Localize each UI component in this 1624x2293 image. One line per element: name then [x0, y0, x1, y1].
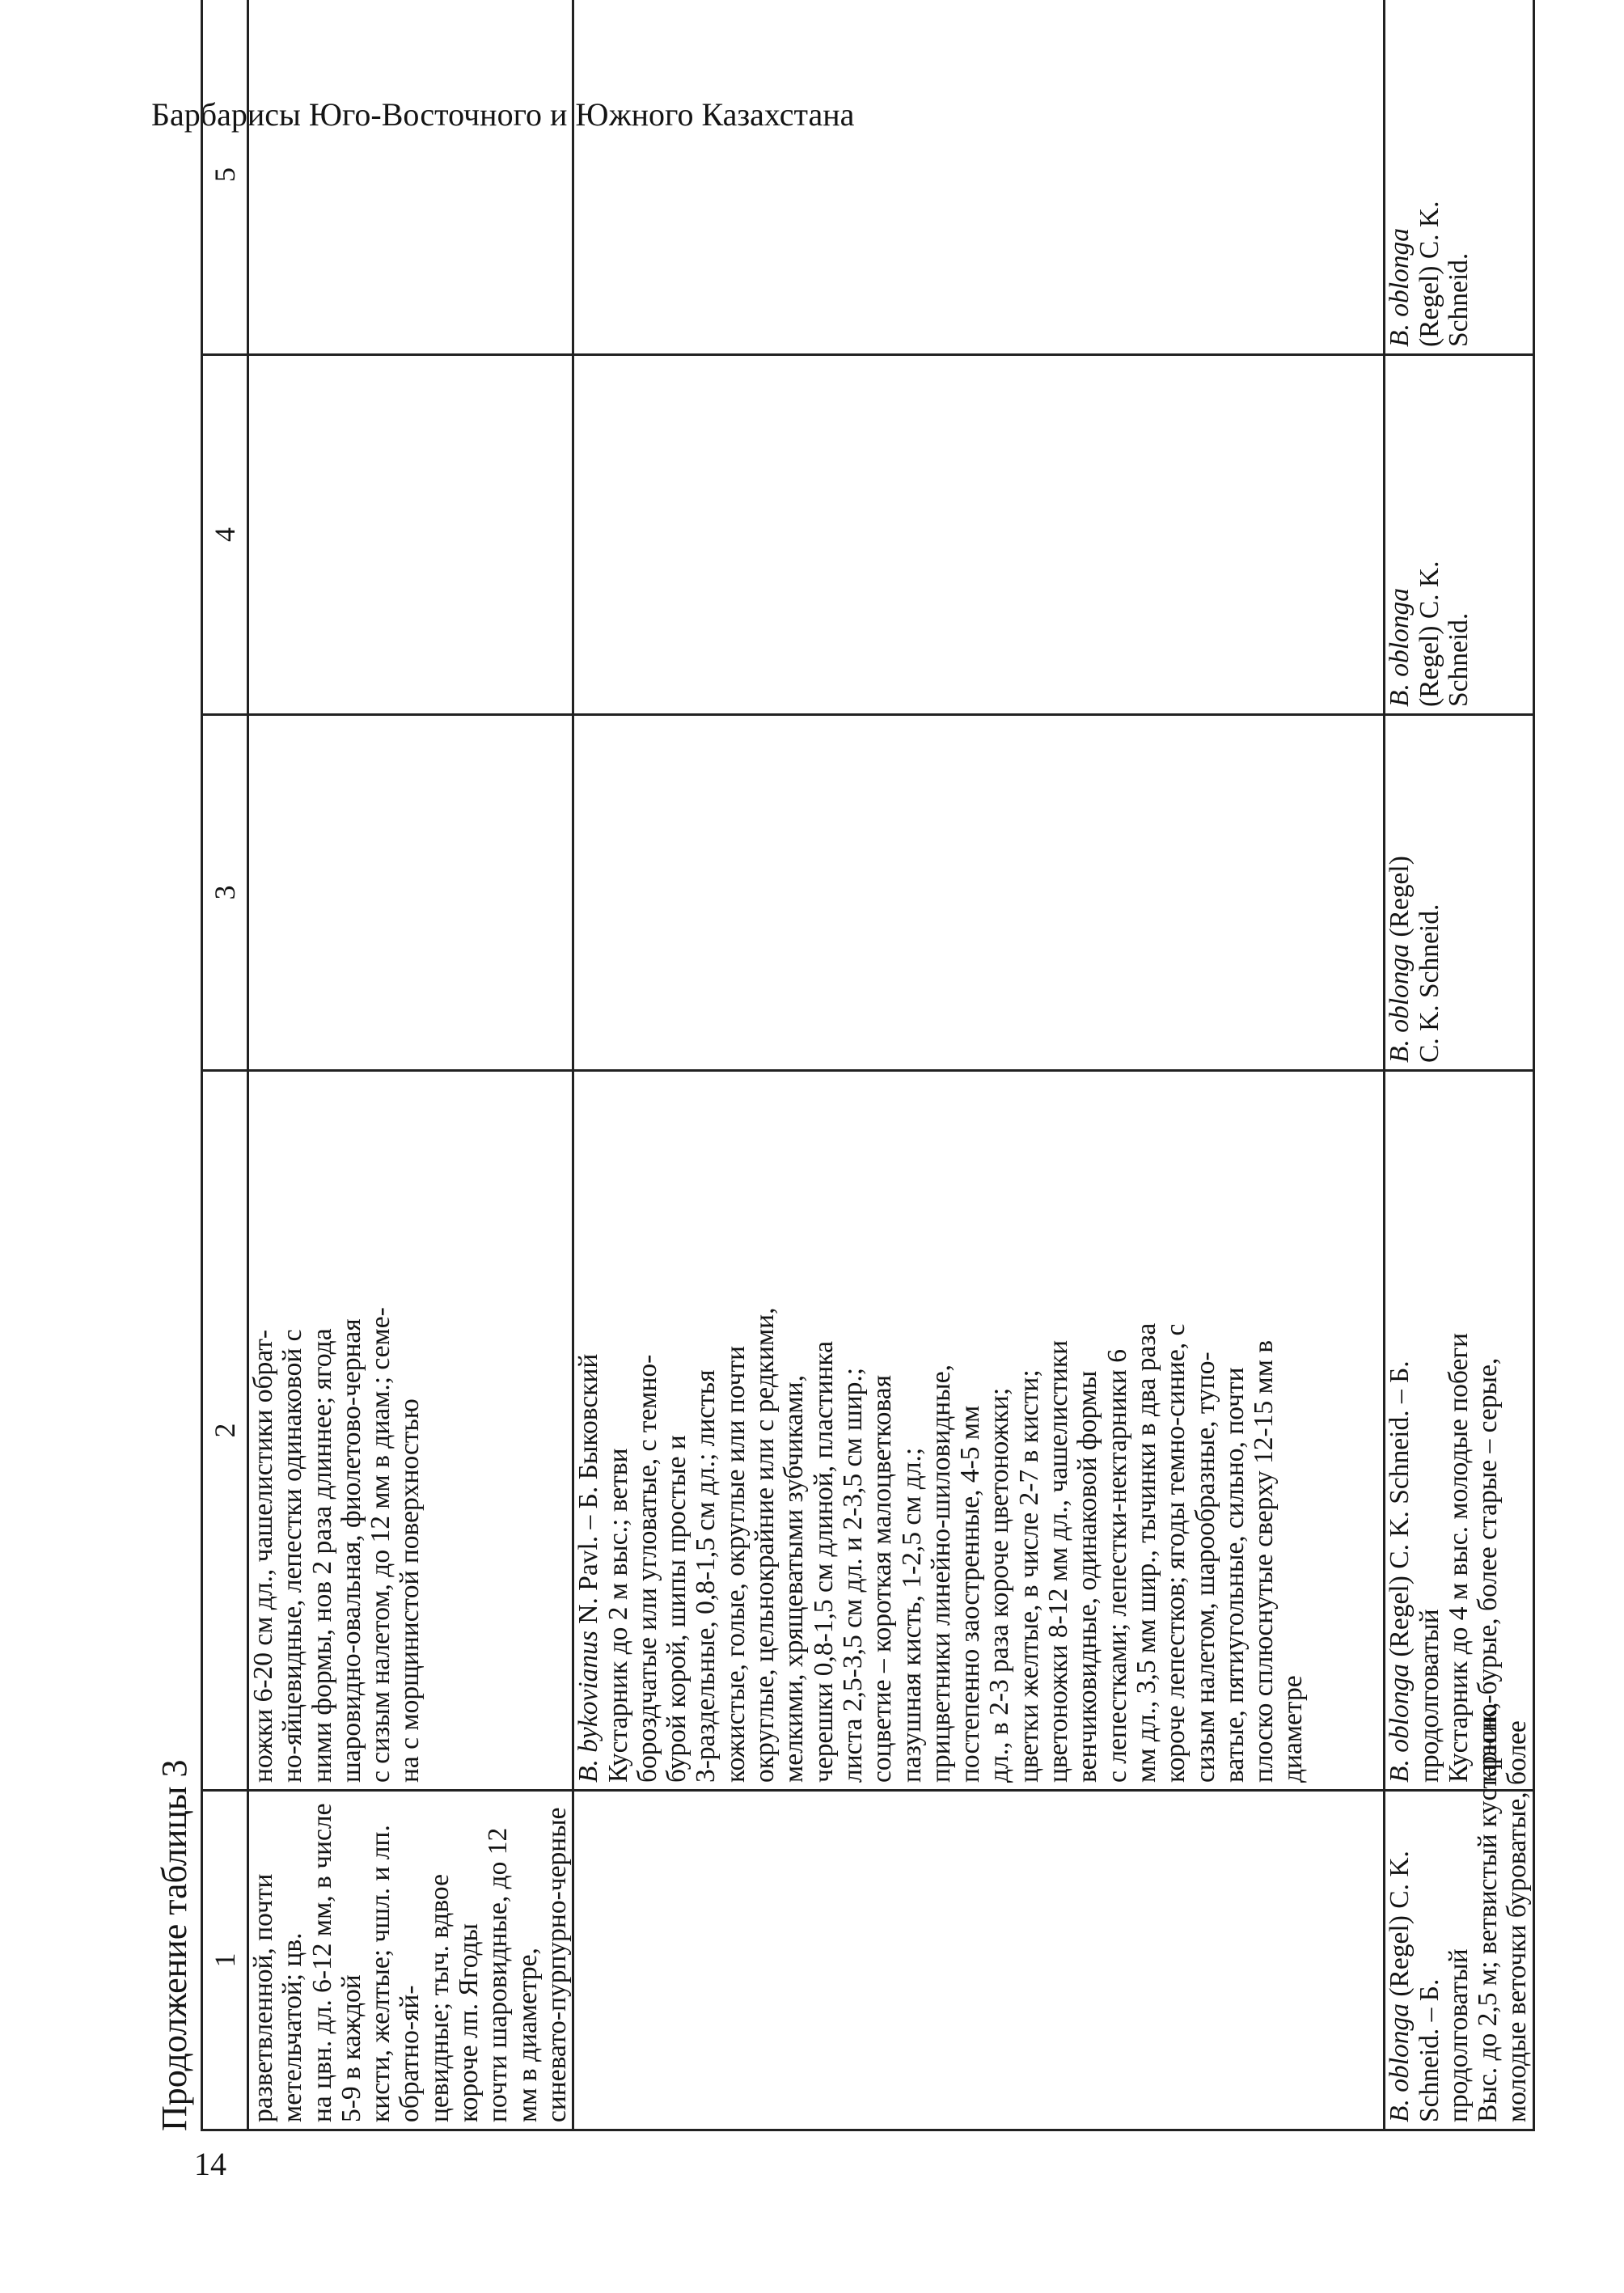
species-heading: [574, 1078, 603, 1783]
table-row: [1385, 0, 1533, 2130]
table-row: [248, 0, 573, 2130]
comparison-table: [201, 0, 1535, 2131]
table-cell: [248, 355, 573, 715]
species-author: (Regel): [1385, 856, 1415, 944]
table-header-row: [202, 0, 248, 2130]
table-cell: [1385, 355, 1533, 715]
cell-line: 3-раздельные, 0,8-1,5 см дл.; листья: [691, 1369, 721, 1783]
cell-line: Кустарник до 4 м выс. молодые побеги: [1443, 1332, 1474, 1783]
table-cell: [1385, 715, 1533, 1071]
species-author: (Regel) C. K. Schneid. – Б.: [1385, 1851, 1444, 2122]
species-name: B. oblonga: [1385, 227, 1415, 347]
cell-line: цветки желтые, в числе 2-7 в кисти;: [1013, 1369, 1044, 1783]
cell-line: венчиковидные, одинаковой формы: [1072, 1370, 1103, 1783]
cell-line: C. K. Schneid.: [1414, 903, 1444, 1063]
table-cell: [248, 1071, 573, 1791]
species-heading: [1385, 2, 1415, 347]
cell-line: цветоножки 8-12 мм дл., чашелистики: [1043, 1339, 1074, 1783]
table-cell: [573, 0, 1385, 355]
species-author: (Regel) C. K. Schneid. – Б.: [1385, 1360, 1415, 1664]
species-author: N. Pavl. – Б. Быковский: [573, 1353, 604, 1631]
cell-line: бороздчатые или угловатые, с темно-: [632, 1354, 662, 1783]
table-cell: [1385, 0, 1533, 355]
cell-line: Выс. до 2,5 м; ветвистый кустарник,: [1473, 1702, 1503, 2122]
running-title: Барбарисы Юго-Восточного и Южного Казахстана: [151, 96, 855, 133]
species-name: B. oblonga: [1385, 587, 1415, 707]
cell-line: кожистые, голые, округлые или почти: [720, 1345, 751, 1783]
cell-line: мелкими, хрящеватыми зубчиками,: [779, 1375, 810, 1783]
cell-line: продолговатый: [1443, 1948, 1474, 2122]
cell-line: молодые веточки буроватые, более: [1502, 1720, 1533, 2122]
table-cell: [1385, 1702, 1533, 2130]
cell-line: мм дл., 3,5 мм шир., тычинки в два раза: [1131, 1322, 1161, 1783]
page-number: 14: [194, 2146, 226, 2182]
cell-line: Schneid.: [1443, 252, 1474, 347]
table-row: [573, 0, 1385, 2130]
table-cell: [1385, 1071, 1533, 1791]
table-caption: Продолжение таблицы 3: [154, 1759, 194, 2131]
table-cell: [248, 715, 573, 1071]
cell-line: пазушная кисть, 1-2,5 см дл.;: [896, 1447, 927, 1783]
cell-line: (Regel) C. K.: [1414, 201, 1444, 347]
table-cell: [248, 1791, 573, 2130]
table-cell: [573, 1071, 1385, 1791]
table-cell: [248, 0, 573, 355]
cell-line: листа 2,5-3,5 см дл. и 2-3,5 см шир.;: [837, 1367, 868, 1783]
cell-line: Кустарник до 2 м выс.; ветви: [603, 1448, 633, 1783]
column-header-4: 4: [202, 355, 248, 715]
column-header-1: 1: [202, 1791, 248, 2130]
cell-line: диаметре: [1278, 1675, 1309, 1783]
table-cell: [573, 1791, 1385, 2130]
species-name: B. oblonga: [1385, 1663, 1415, 1783]
cell-line: прицветники линейно-шиловидные,: [925, 1364, 956, 1783]
cell-line: постепенно заостренные, 4-5 мм: [955, 1405, 986, 1783]
cell-line: продолговатый: [1414, 1609, 1444, 1783]
cell-line: округлые, цельнокрайние или с редкими,: [750, 1307, 780, 1783]
cell-line: красно-бурые, более старые – серые,: [1473, 1357, 1503, 1783]
cell-text: ножки 6-20 см дл., чашелистики обрат- но-яйцевидные, лепестки одинаковой с ними формы, нов 2 раза длиннее; ягода шаровидно-овальная, фиолетово-черная с сизым налетом, до 12 мм в диам.; семе- на с морщинистой поверхностью: [248, 1307, 425, 1783]
column-header-2: 2: [202, 1071, 248, 1791]
species-name: B. bykovianus: [573, 1631, 604, 1783]
cell-line: черешки 0,8-1,5 см длиной, пластинка: [808, 1341, 839, 1783]
species-heading: [1385, 722, 1415, 1063]
rotated-table-block: [154, 0, 1533, 2131]
cell-line: бурой корой, шипы простые и: [662, 1435, 692, 1783]
cell-line: соцветие – короткая малоцветковая: [867, 1374, 898, 1783]
cell-line: (Regel) C. K.: [1414, 561, 1444, 707]
cell-line: короче лепестков; ягоды темно-синие, с: [1161, 1323, 1191, 1783]
species-heading: [1385, 1798, 1444, 2122]
cell-line: сизым налетом, шарообразные, тупо-: [1190, 1352, 1220, 1783]
species-name: B. oblonga: [1385, 943, 1415, 1063]
table-cell: [573, 355, 1385, 715]
cell-line: ватые, пятиугольные, сильно, почти: [1219, 1367, 1250, 1783]
species-heading: [1385, 1078, 1415, 1783]
column-header-3: 3: [202, 715, 248, 1071]
species-name: B. oblonga: [1385, 2003, 1415, 2122]
cell-line: с лепестками; лепестки-нектарники 6: [1102, 1349, 1132, 1783]
cell-line: плоско сплюснутые сверху 12-15 мм в: [1249, 1339, 1279, 1783]
cell-line: Schneid.: [1443, 612, 1474, 707]
species-heading: [1385, 362, 1415, 707]
cell-text: разветвленной, почти метельчатой; цв. на цвн. дл. 6-12 мм, в числе 5-9 в каждой кисти, желтые; чшл. и лп. обратно-яй- цевидные; тыч. вдвое короче лп. Ягоды почти шаровидные, до 12 мм в диаметре, синевато-пурпурно-черные: [248, 1803, 572, 2122]
column-header-5: 5: [202, 0, 248, 355]
table-cell: [573, 715, 1385, 1071]
cell-line: дл., в 2-3 раза короче цветоножки;: [984, 1387, 1015, 1783]
